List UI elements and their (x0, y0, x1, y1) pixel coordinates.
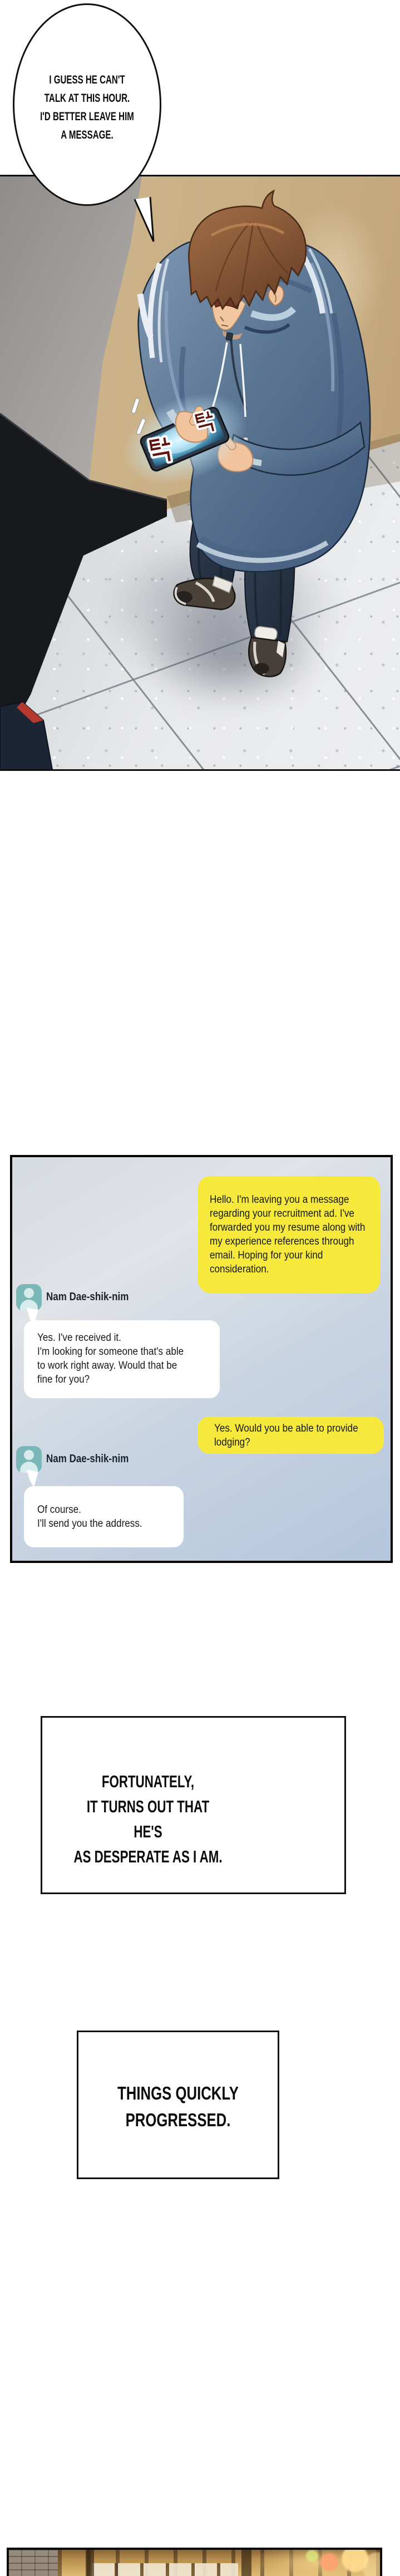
sneaker-left (174, 576, 235, 609)
bokeh-light (320, 2553, 338, 2571)
chat-bubble-sent-1: Hello. I'm leaving you a message regarding your recruitment ad. I've forwarded you my resume along with my experience references through email. Hoping for your kind consideration. (198, 1176, 380, 1293)
character-illustration (0, 176, 400, 771)
brick-wall (9, 2550, 58, 2576)
panel-illustration (0, 175, 400, 771)
speech-bubble (13, 3, 161, 206)
contact-name: Nam Dae-shik-nim (46, 1291, 129, 1303)
chat-bubble-received-1: Yes. I've received it. I'm looking for someone that's able to work right away. Would that be fine for you? (24, 1320, 220, 1398)
caption-box-1 (41, 1716, 346, 1894)
caption-text-1: FORTUNATELY, IT TURNS OUT THAT HE'S AS DESPERATE AS I AM. (73, 1772, 223, 1866)
chat-panel (10, 1155, 393, 1563)
bokeh-light (306, 2550, 318, 2562)
window-panes (92, 2563, 238, 2576)
speech-bubble-text: I GUESS HE CAN'T TALK AT THIS HOUR. I'D BETTER LEAVE HIM A MESSAGE. (40, 73, 134, 141)
contact-avatar-icon (16, 1284, 42, 1311)
caption-text-2: THINGS QUICKLY PROGRESSED. (117, 2083, 239, 2130)
received-bubble-tail (26, 1469, 39, 1487)
speech-bubble-tail (134, 196, 159, 243)
contact-avatar-icon (16, 1446, 42, 1473)
post (86, 2550, 94, 2576)
zipper-top (226, 332, 233, 341)
chat-bubble-sent-2: Yes. Would you be able to provide lodging? (197, 1417, 384, 1454)
panel-storefront-partial (7, 2548, 382, 2576)
caption-box-2 (77, 2031, 279, 2179)
chat-bubble-received-2: Of course. I'll send you the address. (24, 1486, 184, 1547)
contact-name: Nam Dae-shik-nim (46, 1453, 129, 1465)
corner-bag (0, 702, 53, 771)
